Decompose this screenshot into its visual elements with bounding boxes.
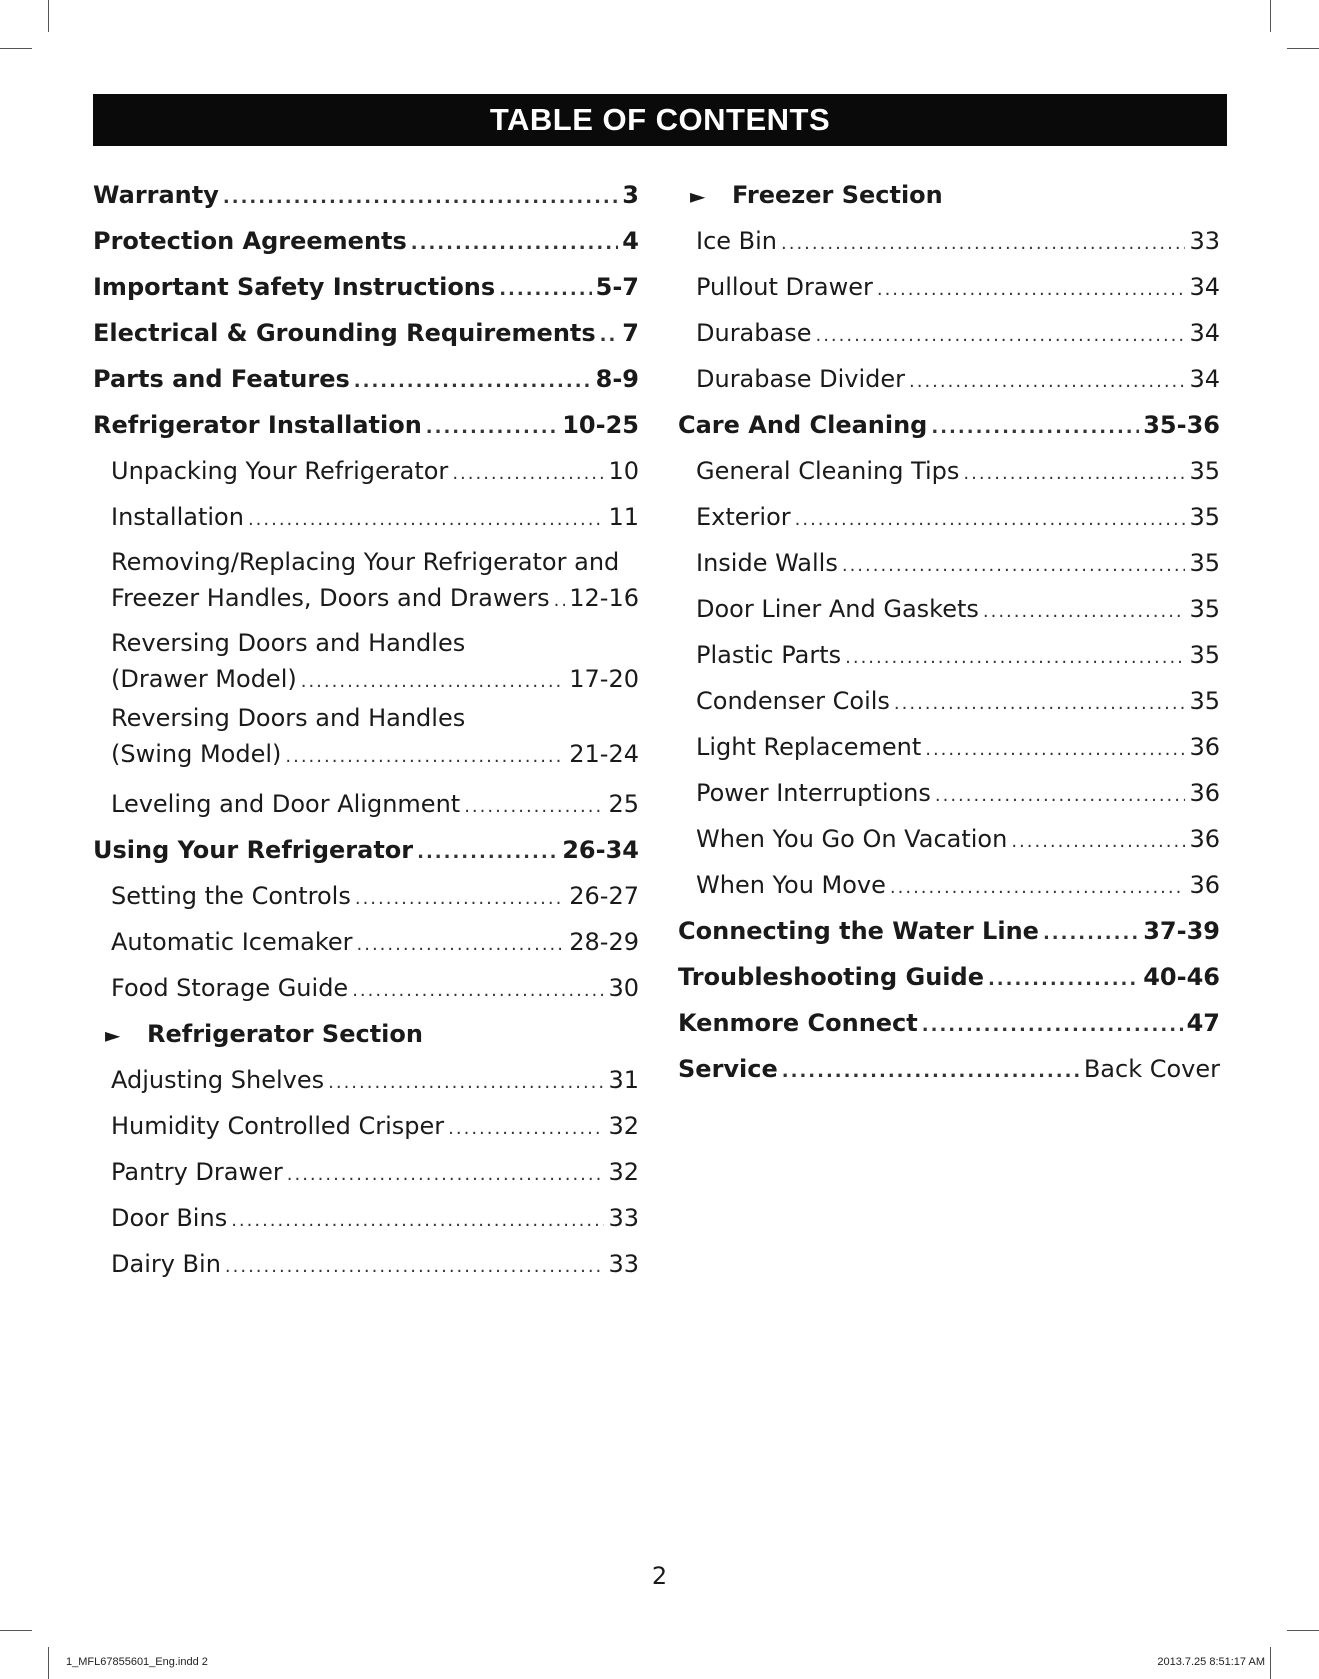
toc-entry[interactable] <box>678 1046 1220 1092</box>
toc-entry[interactable] <box>93 1195 639 1241</box>
entry-title: Inside Walls <box>696 549 838 577</box>
entry-page: Back Cover <box>1083 1055 1220 1083</box>
entry-title-line1: Removing/Replacing Your Refrigerator and <box>111 548 620 576</box>
dot-leader <box>328 1060 604 1106</box>
toc-entry[interactable] <box>93 172 639 218</box>
dot-leader <box>411 221 619 267</box>
toc-entry[interactable] <box>678 816 1220 862</box>
entry-title: Pullout Drawer <box>696 273 873 301</box>
dot-leader <box>417 830 558 876</box>
entry-page: 31 <box>608 1066 639 1094</box>
dot-leader <box>448 1106 604 1152</box>
dot-leader <box>464 784 604 830</box>
toc-banner: TABLE OF CONTENTS <box>93 94 1227 146</box>
toc-right-column <box>678 172 1220 1092</box>
entry-title: Troubleshooting Guide <box>678 963 984 991</box>
entry-title: Dairy Bin <box>111 1250 221 1278</box>
crop-mark <box>0 1630 32 1631</box>
entry-page: 35 <box>1189 687 1220 715</box>
page-number: 2 <box>651 1562 668 1590</box>
entry-page: 35 <box>1189 549 1220 577</box>
toc-entry[interactable] <box>93 827 639 873</box>
toc-entry[interactable] <box>678 632 1220 678</box>
entry-title: Humidity Controlled Crisper <box>111 1112 445 1140</box>
toc-entry[interactable] <box>93 540 639 625</box>
dot-leader <box>1011 819 1185 865</box>
dot-leader <box>354 359 592 405</box>
entry-title: Kenmore Connect <box>678 1009 918 1037</box>
entry-page: 35 <box>1189 457 1220 485</box>
entry-page: 36 <box>1189 871 1220 899</box>
entry-page: 34 <box>1189 319 1220 347</box>
toc-entry[interactable] <box>678 770 1220 816</box>
entry-page: 28-29 <box>569 928 639 956</box>
dot-leader <box>499 267 591 313</box>
entry-title: When You Move <box>696 871 886 899</box>
entry-title: Durabase Divider <box>696 365 905 393</box>
entry-page: 34 <box>1189 273 1220 301</box>
dot-leader <box>426 405 558 451</box>
entry-page: 25 <box>608 790 639 818</box>
dot-leader <box>925 727 1185 773</box>
dot-leader <box>223 175 618 221</box>
entry-title: Refrigerator Installation <box>93 411 422 439</box>
arrow-right-icon: ► <box>690 184 706 208</box>
entry-page: 30 <box>608 974 639 1002</box>
entry-page: 5-7 <box>595 273 639 301</box>
entry-title-line1: Reversing Doors and Handles <box>111 629 466 657</box>
dot-leader <box>983 589 1186 635</box>
section-heading <box>93 1011 639 1057</box>
entry-title-line2: (Swing Model) <box>111 740 282 768</box>
toc-entry[interactable] <box>93 356 639 402</box>
dot-leader <box>845 635 1185 681</box>
crop-mark <box>0 48 32 49</box>
entry-title: Door Bins <box>111 1204 228 1232</box>
dot-leader <box>231 1198 604 1244</box>
entry-page: 36 <box>1189 733 1220 761</box>
dot-leader <box>894 681 1186 727</box>
entry-page: 26-27 <box>569 882 639 910</box>
toc-entry[interactable] <box>93 919 639 965</box>
toc-entry[interactable] <box>678 678 1220 724</box>
entry-page: 12-16 <box>569 584 639 612</box>
entry-page: 11 <box>608 503 639 531</box>
entry-title: Adjusting Shelves <box>111 1066 325 1094</box>
dot-leader <box>795 497 1186 543</box>
entry-title: Parts and Features <box>93 365 350 393</box>
dot-leader <box>452 451 604 497</box>
entry-page: 26-34 <box>562 836 639 864</box>
toc-entry[interactable] <box>93 494 639 540</box>
entry-page: 8-9 <box>595 365 639 393</box>
toc-entry[interactable] <box>678 540 1220 586</box>
entry-page: 35-36 <box>1143 411 1220 439</box>
toc-entry[interactable] <box>678 402 1220 448</box>
dot-leader <box>842 543 1186 589</box>
entry-title: Condenser Coils <box>696 687 890 715</box>
entry-page: 3 <box>622 181 639 209</box>
dot-leader <box>877 267 1186 313</box>
entry-title: Service <box>678 1055 778 1083</box>
toc-entry[interactable] <box>678 310 1220 356</box>
entry-title-line2: (Drawer Model) <box>111 665 297 693</box>
entry-title: Automatic Icemaker <box>111 928 353 956</box>
entry-title: Warranty <box>93 181 219 209</box>
toc-left-column <box>93 172 639 1287</box>
crop-mark <box>1287 48 1319 49</box>
print-timestamp: 2013.7.25 8:51:17 AM <box>1157 1656 1265 1668</box>
entry-page: 36 <box>1189 779 1220 807</box>
toc-entry[interactable] <box>678 264 1220 310</box>
entry-page: 4 <box>622 227 639 255</box>
toc-entry[interactable] <box>93 218 639 264</box>
arrow-right-icon: ► <box>105 1023 121 1047</box>
entry-title: Unpacking Your Refrigerator <box>111 457 449 485</box>
entry-title: Connecting the Water Line <box>678 917 1039 945</box>
entry-page: 34 <box>1189 365 1220 393</box>
entry-page: 17-20 <box>569 665 639 693</box>
dot-leader <box>248 497 605 543</box>
dot-leader <box>782 1049 1080 1095</box>
toc-entry[interactable] <box>93 264 639 310</box>
dot-leader <box>988 957 1139 1003</box>
dot-leader <box>357 922 566 968</box>
entry-page: 7 <box>622 319 639 347</box>
toc-entry[interactable] <box>93 965 639 1011</box>
dot-leader <box>781 221 1185 267</box>
toc-entry[interactable] <box>93 1103 639 1149</box>
dot-leader <box>890 865 1186 911</box>
dot-leader <box>355 876 565 922</box>
toc-entry[interactable] <box>93 1241 639 1287</box>
entry-title-line1: Reversing Doors and Handles <box>111 704 466 732</box>
toc-entry[interactable] <box>678 586 1220 632</box>
crop-mark <box>48 0 49 32</box>
entry-title: Food Storage Guide <box>111 974 349 1002</box>
toc-entry[interactable] <box>678 218 1220 264</box>
toc-entry[interactable] <box>93 700 639 781</box>
toc-entry[interactable] <box>93 1057 639 1103</box>
toc-entry[interactable] <box>678 724 1220 770</box>
entry-title: Power Interruptions <box>696 779 931 807</box>
entry-title: Light Replacement <box>696 733 922 761</box>
entry-page: 32 <box>608 1158 639 1186</box>
entry-title: Important Safety Instructions <box>93 273 496 301</box>
dot-leader <box>1043 911 1139 957</box>
dot-leader <box>554 583 566 619</box>
dot-leader <box>287 1152 605 1198</box>
dot-leader <box>815 313 1185 359</box>
entry-title: Pantry Drawer <box>111 1158 283 1186</box>
entry-title: Electrical & Grounding Requirements <box>93 319 596 347</box>
entry-title: Durabase <box>696 319 812 347</box>
entry-title: Using Your Refrigerator <box>93 836 414 864</box>
toc-entry[interactable] <box>678 356 1220 402</box>
section-heading <box>678 172 1220 218</box>
toc-entry[interactable] <box>93 448 639 494</box>
toc-entry[interactable] <box>678 908 1220 954</box>
toc-entry[interactable] <box>678 954 1220 1000</box>
dot-leader <box>225 1244 605 1290</box>
entry-page: 10-25 <box>562 411 639 439</box>
dot-leader <box>963 451 1185 497</box>
dot-leader <box>909 359 1185 405</box>
entry-title: Care And Cleaning <box>678 411 928 439</box>
entry-title: Leveling and Door Alignment <box>111 790 461 818</box>
entry-page: 35 <box>1189 641 1220 669</box>
entry-page: 37-39 <box>1143 917 1220 945</box>
entry-page: 33 <box>608 1204 639 1232</box>
entry-title-line2: Freezer Handles, Doors and Drawers <box>111 584 550 612</box>
entry-page: 35 <box>1189 503 1220 531</box>
dot-leader <box>301 664 566 700</box>
entry-page: 36 <box>1189 825 1220 853</box>
crop-mark <box>1270 0 1271 32</box>
dot-leader <box>600 313 619 359</box>
entry-page: 33 <box>608 1250 639 1278</box>
dot-leader <box>935 773 1186 819</box>
section-title: Refrigerator Section <box>147 1020 423 1048</box>
entry-page: 33 <box>1189 227 1220 255</box>
entry-title: Exterior <box>696 503 791 531</box>
toc-entry[interactable] <box>93 402 639 448</box>
entry-title: Ice Bin <box>696 227 778 255</box>
dot-leader <box>922 1003 1183 1049</box>
entry-page: 21-24 <box>569 740 639 768</box>
toc-entry[interactable] <box>678 1000 1220 1046</box>
toc-entry[interactable] <box>678 448 1220 494</box>
entry-title: General Cleaning Tips <box>696 457 960 485</box>
entry-title: Setting the Controls <box>111 882 351 910</box>
entry-title: Protection Agreements <box>93 227 407 255</box>
toc-entry[interactable] <box>678 862 1220 908</box>
entry-page: 47 <box>1186 1009 1220 1037</box>
entry-page: 10 <box>608 457 639 485</box>
entry-title: Plastic Parts <box>696 641 842 669</box>
dot-leader <box>285 739 565 775</box>
file-slug: 1_MFL67855601_Eng.indd 2 <box>66 1656 208 1668</box>
entry-page: 35 <box>1189 595 1220 623</box>
entry-page: 40-46 <box>1143 963 1220 991</box>
crop-mark <box>1287 1630 1319 1631</box>
entry-page: 32 <box>608 1112 639 1140</box>
toc-entry[interactable] <box>93 1149 639 1195</box>
toc-entry[interactable] <box>93 781 639 827</box>
entry-title: Door Liner And Gaskets <box>696 595 979 623</box>
toc-entry[interactable] <box>93 625 639 700</box>
section-title: Freezer Section <box>732 181 943 209</box>
entry-title: When You Go On Vacation <box>696 825 1008 853</box>
toc-entry[interactable] <box>93 310 639 356</box>
crop-mark <box>1270 1647 1271 1679</box>
dot-leader <box>352 968 604 1014</box>
toc-entry[interactable] <box>678 494 1220 540</box>
crop-mark <box>48 1647 49 1679</box>
entry-title: Installation <box>111 503 244 531</box>
toc-entry[interactable] <box>93 873 639 919</box>
dot-leader <box>931 405 1139 451</box>
